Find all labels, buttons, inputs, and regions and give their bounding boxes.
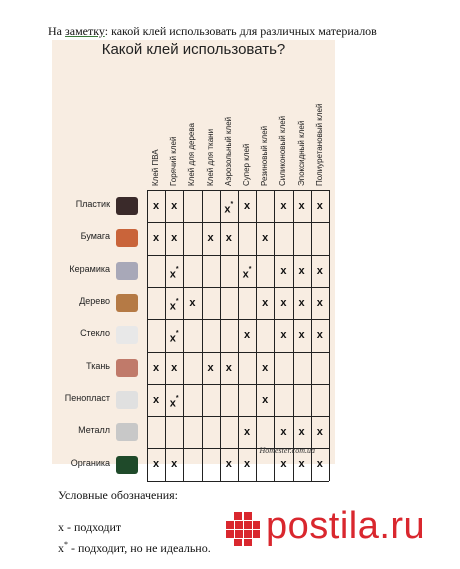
cell-mark: x [316,296,323,309]
cell-mark: x [280,426,287,439]
column-header [147,78,165,188]
cell-mark: x* [169,394,179,410]
cell-mark: x [316,329,323,342]
row-label: Пенопласт [64,392,110,403]
grid-vline [329,190,330,481]
cell-mark: x [316,426,323,439]
column-header [238,78,256,188]
cell-mark: x [280,296,287,309]
row-material-thumbnail [116,423,138,441]
cell-mark: x [298,200,305,212]
row-material-thumbnail [116,326,138,344]
cell-mark: x [316,264,323,277]
cell-mark: x [152,200,160,212]
legend-partial [58,540,211,556]
cell-mark: x* [169,330,179,345]
note-rest: : какой клей использовать для различных материалов [104,24,377,38]
legend-title: Условные обозначения: [58,488,179,502]
column-header [165,78,183,188]
column-header-label: Резиновый клей [260,125,270,186]
watermark: Homester.com.ua [259,446,315,455]
column-header [202,78,220,188]
cell-mark: x [225,232,232,245]
cell-mark: x [171,361,178,374]
column-header-label: Силиконовый клей [278,115,288,186]
cell-mark: x [298,426,305,439]
infographic-title: Какой клей использовать? [101,41,286,58]
legend-partial-text: - подходит, но не идеально. [68,541,211,555]
note-prefix: На [48,24,65,38]
glue-infographic [52,40,335,471]
column-header-label: Клей ПВА [151,149,160,186]
grid-vline [183,190,184,481]
row-label: Органика [70,457,110,468]
row-material-thumbnail [116,391,138,409]
cell-mark: x [298,329,305,342]
column-header [183,78,201,188]
column-header-label: Горячий клей [169,136,179,186]
column-header-label: Клей для ткани [205,128,215,186]
cell-mark: x [262,296,269,309]
column-header [220,78,238,188]
cell-mark: x [280,458,287,471]
row-label: Дерево [79,296,110,307]
cell-mark: x* [169,297,179,313]
legend-partial-star: * [64,540,68,549]
cell-mark: x [298,264,305,277]
row-label: Стекло [80,328,110,339]
column-header [311,78,329,188]
note-link[interactable]: заметку [65,24,105,38]
row-material-thumbnail [116,229,138,247]
cell-mark: x [243,458,251,471]
column-header-label: Супер клей [242,143,251,186]
row-material-thumbnail [116,359,138,377]
cell-mark: x [171,458,178,471]
cell-mark: x [152,361,160,374]
cell-mark: x* [242,265,252,281]
row-label: Ткань [86,360,110,371]
cell-mark: x [280,264,287,277]
row-label: Пластик [75,199,110,210]
row-material-thumbnail [116,294,138,312]
cell-mark: x [316,200,323,212]
cell-mark: x [152,232,160,245]
column-header-label: Клей для дерева [187,123,197,186]
row-material-thumbnail [116,262,138,280]
postila-logo-icon [226,512,260,546]
cell-mark: x [171,200,178,212]
column-header [293,78,311,188]
cell-mark: x [243,200,251,212]
column-header-label: Эпоксидный клей [296,120,306,186]
note-title [48,24,377,39]
row-material-thumbnail [116,197,138,215]
cell-mark: x [207,361,214,374]
cell-mark: x [262,361,269,374]
cell-mark: x [225,458,232,471]
row-label: Бумага [80,231,110,242]
cell-mark: x [262,232,269,245]
column-header [274,78,292,188]
cell-mark: x [280,329,287,342]
legend-partial-mark: x [58,541,64,555]
cell-mark: x [189,296,196,309]
column-header-label: Полиуретановый клей [314,103,324,186]
cell-mark: x* [224,201,234,216]
cell-mark: x [243,329,251,342]
postila-logo-text: postila.ru [266,505,426,547]
cell-mark: x [298,296,305,309]
cell-mark: x [316,458,323,471]
row-label: Керамика [69,263,110,274]
legend-suitable: x - подходит [58,520,122,534]
row-label: Металл [78,425,110,436]
cell-mark: x [152,393,160,406]
cell-mark: x [207,232,214,245]
column-header-label: Аэрозольный клей [223,116,233,186]
cell-mark: x [298,458,305,471]
column-header [256,78,274,188]
row-material-thumbnail [116,456,138,474]
cell-mark: x [243,426,251,439]
cell-mark: x [152,458,160,471]
cell-mark: x [280,200,287,212]
cell-mark: x [225,361,232,374]
postila-logo[interactable] [226,505,460,560]
cell-mark: x* [169,265,179,281]
cell-mark: x [171,232,178,245]
cell-mark: x [262,393,269,406]
